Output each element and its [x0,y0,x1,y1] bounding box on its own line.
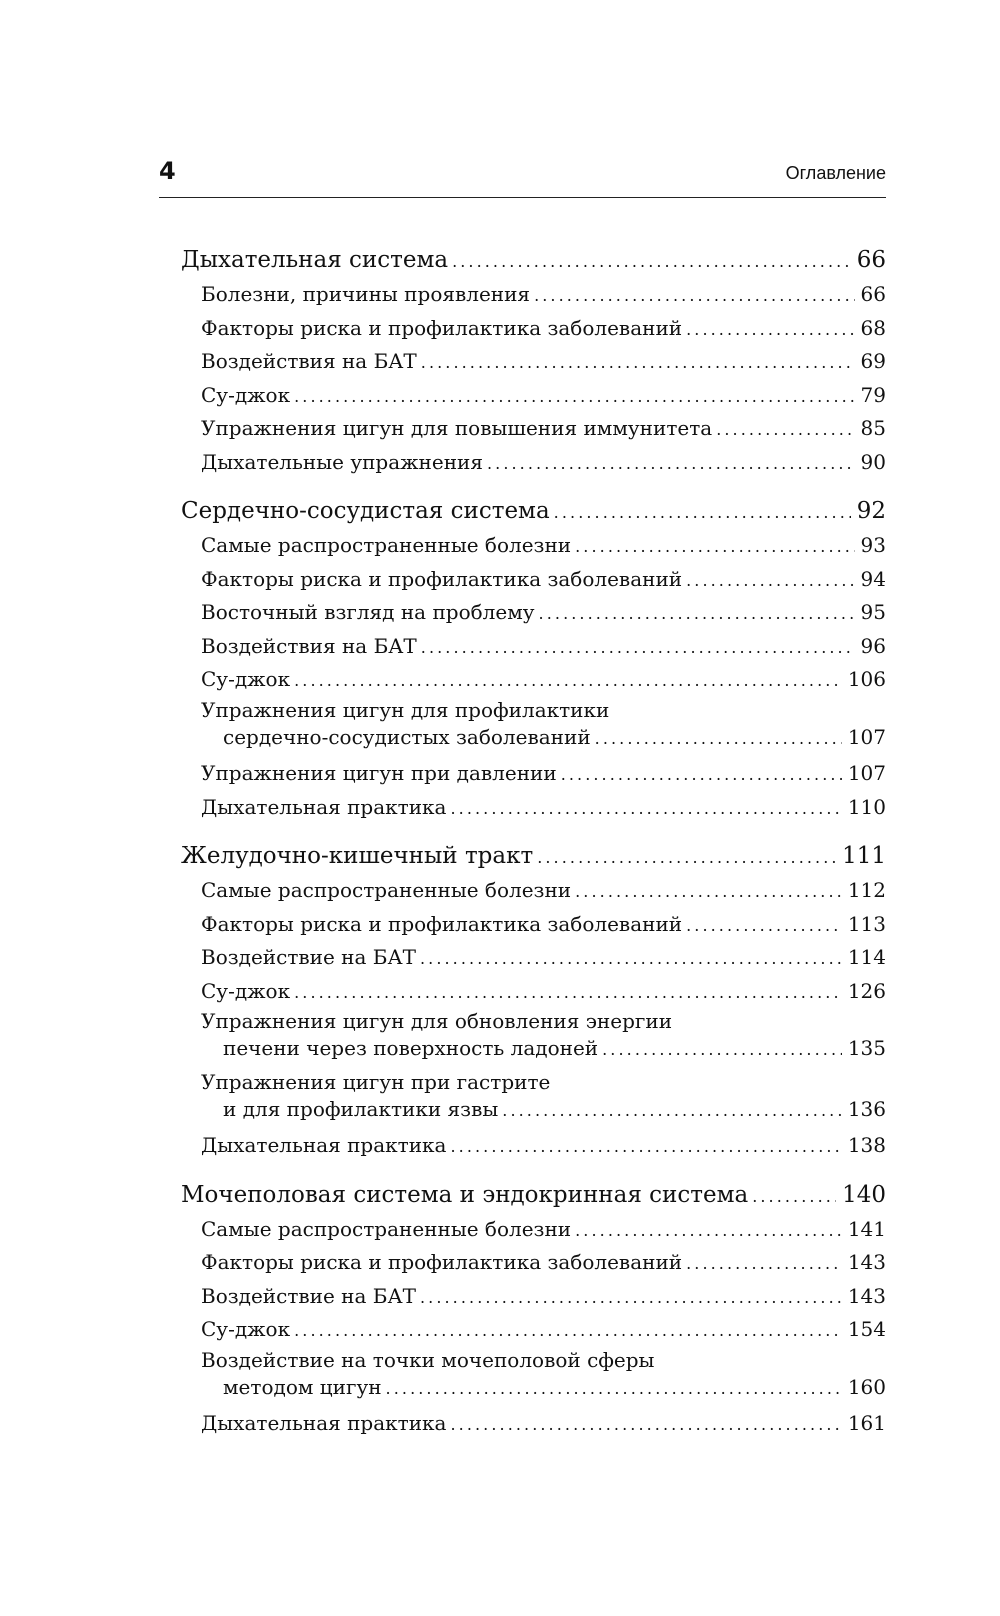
toc-subentry [181,630,886,664]
dot-leader [450,792,841,826]
dot-leader [294,664,842,698]
chapter-page-number: 111 [842,843,886,869]
subentry-title: Воздействие на точки мочеполовой сферы [201,1347,655,1372]
dot-leader [421,631,855,665]
subentry-title: Упражнения цигун при давлении [201,761,557,785]
toc-subentry [181,278,886,312]
dot-leader [487,447,855,481]
toc-subentry-line [181,1347,886,1374]
dot-leader [686,909,842,943]
toc-section [181,242,886,479]
subentry-page-number: 160 [847,1374,886,1399]
toc-subentry-line [181,697,886,724]
toc-subentry [181,874,886,908]
subentry-title: Самые распространенные болезни [201,878,572,902]
running-title: Оглавление [785,163,886,183]
dot-leader [595,725,842,752]
dot-leader [686,1247,842,1281]
toc-subentry [181,908,886,942]
subentry-page-number: 161 [847,1411,886,1435]
subentry-title-continued: и для профилактики язвы [223,1096,499,1121]
dot-leader [575,1214,842,1248]
chapter-page-number: 92 [856,498,886,524]
subentry-title: Восточный взгляд на проблему [201,600,535,624]
dot-leader [452,244,851,280]
subentry-title: Самые распространенные болезни [201,533,572,557]
toc-chapter-entry [181,493,886,529]
subentry-page-number: 113 [847,911,886,936]
toc-section [181,838,886,1163]
subentry-page-number: 154 [847,1317,886,1341]
toc-subentry-continuation [181,1374,886,1408]
running-header [159,155,886,198]
toc-subentry [181,1313,886,1347]
toc-subentry [181,1407,886,1441]
toc-subentry [181,379,886,413]
toc-subentry [181,663,886,697]
dot-leader [686,564,854,598]
dot-leader [575,530,854,564]
toc-section [181,493,886,824]
subentry-page-number: 107 [847,724,886,749]
subentry-title-continued: сердечно-сосудистых заболеваний [223,724,591,749]
subentry-page-number: 94 [860,566,886,591]
subentry-page-number: 135 [847,1036,886,1060]
subentry-page-number: 96 [860,633,886,658]
subentry-title: Факторы риска и профилактика заболеваний [201,1250,683,1274]
toc-chapter-entry [181,838,886,874]
subentry-page-number: 141 [847,1216,886,1241]
toc-subentry [181,941,886,975]
toc-subentry [181,596,886,630]
toc-subentry [181,975,886,1009]
dot-leader [602,1036,842,1063]
dot-leader [420,942,842,976]
subentry-page-number: 126 [847,978,886,1003]
toc-subentry-line [181,1069,886,1096]
dot-leader [502,1097,842,1124]
subentry-title: Су-джок [201,382,291,407]
subentry-page-number: 85 [860,416,886,440]
subentry-page-number: 90 [860,449,886,474]
subentry-page-number: 69 [860,349,886,373]
subentry-title-continued: печени через поверхность ладоней [223,1036,599,1060]
toc-subentry-continuation [181,1035,886,1069]
toc-subentry [181,757,886,791]
subentry-title: Су-джок [201,667,291,691]
dot-leader [421,346,855,380]
subentry-title: Воздействия на БАТ [201,349,417,373]
subentry-page-number: 143 [847,1250,886,1274]
subentry-title: Дыхательная практика [201,794,447,819]
dot-leader [420,1281,842,1315]
dot-leader [294,380,854,414]
subentry-title: Дыхательные упражнения [201,449,483,474]
subentry-title: Факторы риска и профилактика заболеваний [201,315,683,340]
subentry-title: Дыхательная практика [201,1133,447,1157]
subentry-title: Факторы риска и профилактика заболеваний [201,911,683,936]
toc-subentry [181,1129,886,1163]
subentry-page-number: 138 [847,1133,886,1157]
toc-subentry [181,1280,886,1314]
subentry-title: Воздействие на БАТ [201,945,416,969]
subentry-title: Су-джок [201,1317,291,1341]
chapter-title: Дыхательная система [181,247,449,273]
toc-subentry [181,791,886,825]
chapter-title: Мочеполовая система и эндокринная система [181,1181,749,1208]
subentry-page-number: 93 [860,533,886,557]
subentry-title: Самые распространенные болезни [201,1216,572,1241]
dot-leader [554,495,851,531]
dot-leader [537,840,836,876]
toc-section [181,1177,886,1441]
subentry-page-number: 106 [847,667,886,691]
subentry-title: Факторы риска и профилактика заболеваний [201,566,683,591]
toc-chapter-entry [181,1177,886,1213]
subentry-title: Воздействие на БАТ [201,1283,416,1308]
subentry-page-number: 68 [860,315,886,340]
subentry-page-number: 112 [847,878,886,902]
toc-subentry [181,412,886,446]
table-of-contents [181,242,886,1455]
toc-subentry [181,345,886,379]
chapter-title: Желудочно-кишечный тракт [181,843,534,869]
chapter-page-number: 140 [842,1181,886,1208]
page-number: 4 [159,157,176,185]
dot-leader [752,1179,836,1215]
subentry-page-number: 136 [847,1096,886,1121]
dot-leader [450,1408,841,1442]
toc-subentry [181,1213,886,1247]
dot-leader [686,313,854,347]
toc-subentry [181,529,886,563]
toc-subentry-continuation [181,724,886,758]
subentry-page-number: 114 [847,945,886,969]
subentry-title: Дыхательная практика [201,1411,447,1435]
subentry-page-number: 110 [847,794,886,819]
subentry-title-continued: методом цигун [223,1374,382,1399]
dot-leader [450,1130,841,1164]
toc-subentry [181,312,886,346]
subentry-title: Упражнения цигун для повышения иммунитета [201,416,713,440]
dot-leader [386,1375,842,1402]
dot-leader [294,1314,842,1348]
toc-chapter-entry [181,242,886,278]
dot-leader [294,976,842,1010]
subentry-page-number: 95 [860,600,886,624]
dot-leader [716,413,854,447]
toc-subentry [181,446,886,480]
subentry-page-number: 66 [860,282,886,306]
dot-leader [534,279,854,313]
subentry-title: Болезни, причины проявления [201,282,531,306]
toc-subentry [181,1246,886,1280]
subentry-title: Упражнения цигун при гастрите [201,1069,551,1094]
subentry-page-number: 79 [860,382,886,407]
chapter-page-number: 66 [856,247,886,273]
chapter-title: Сердечно-сосудистая система [181,498,550,524]
subentry-page-number: 107 [847,761,886,785]
dot-leader [561,758,842,792]
toc-subentry [181,563,886,597]
dot-leader [575,875,842,909]
subentry-title: Упражнения цигун для профилактики [201,697,610,722]
subentry-title: Воздействия на БАТ [201,633,417,658]
toc-subentry-continuation [181,1096,886,1130]
toc-subentry-line [181,1008,886,1035]
subentry-title: Су-джок [201,978,291,1003]
subentry-page-number: 143 [847,1283,886,1308]
subentry-title: Упражнения цигун для обновления энергии [201,1009,673,1033]
dot-leader [539,597,855,631]
